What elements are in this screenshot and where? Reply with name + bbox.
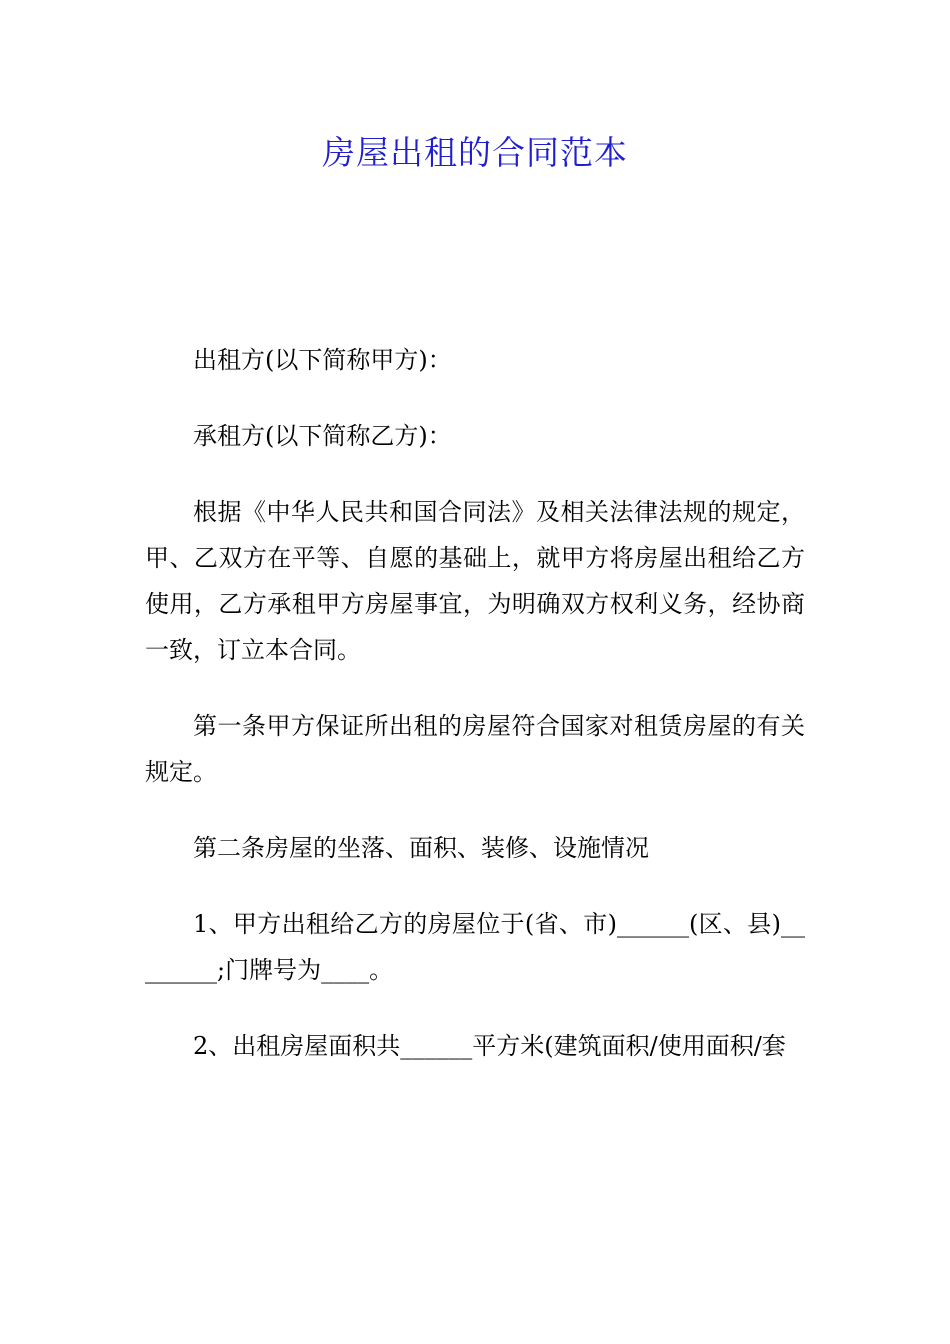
document-body (145, 337, 805, 1099)
paragraph-preamble: 根据《中华人民共和国合同法》及相关法律法规的规定，甲、乙双方在平等、自愿的基础上，就甲方将房屋出租给乙方使用，乙方承租甲方房屋事宜，为明确双方权利义务，经协商一致，订立本合同。 (145, 498, 805, 664)
paragraph-article-1: 第一条甲方保证所出租的房屋符合国家对租赁房屋的有关规定。 (145, 712, 805, 786)
paragraph-lessee: 承租方(以下简称乙方)： (193, 422, 452, 450)
paragraph-lessor: 出租方(以下简称甲方)： (193, 346, 452, 374)
document-title: 房屋出租的合同范本 (322, 133, 628, 172)
paragraph-article-2-heading: 第二条房屋的坐落、面积、装修、设施情况 (193, 834, 649, 862)
paragraph-article-2-item-1: 1、甲方出租给乙方的房屋位于(省、市)______(区、县)________;门牌号为____。 (145, 910, 805, 984)
paragraph-article-2-item-2: 2、出租房屋面积共______平方米(建筑面积/使用面积/套 (193, 1032, 786, 1060)
